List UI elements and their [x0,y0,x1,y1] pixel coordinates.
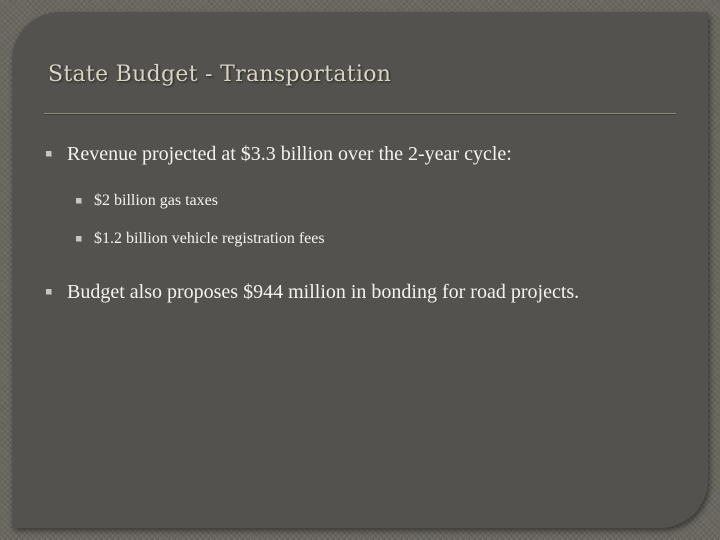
sub-bullet-text-gas-taxes: $2 billion gas taxes [94,192,218,209]
bullet-item-revenue [46,136,646,172]
sub-bullet-text-registration-fees: $1.2 billion vehicle registration fees [94,230,325,247]
square-bullet-icon [46,151,52,157]
sub-bullet-list [46,182,646,258]
bullet-text-bonding: Budget also proposes $944 million in bonding for road projects. [67,281,580,303]
sub-bullet-item-gas-taxes [76,182,646,220]
square-bullet-icon [76,198,82,204]
slide-title: State Budget - Transportation [48,62,392,87]
square-bullet-icon [76,236,82,242]
bullet-item-bonding [46,274,646,310]
bullet-text-revenue: Revenue projected at $3.3 billion over the 2-year cycle: [67,143,512,165]
slide-content [46,136,646,310]
title-divider [44,113,676,115]
square-bullet-icon [46,289,52,295]
sub-bullet-item-registration-fees [76,220,646,258]
